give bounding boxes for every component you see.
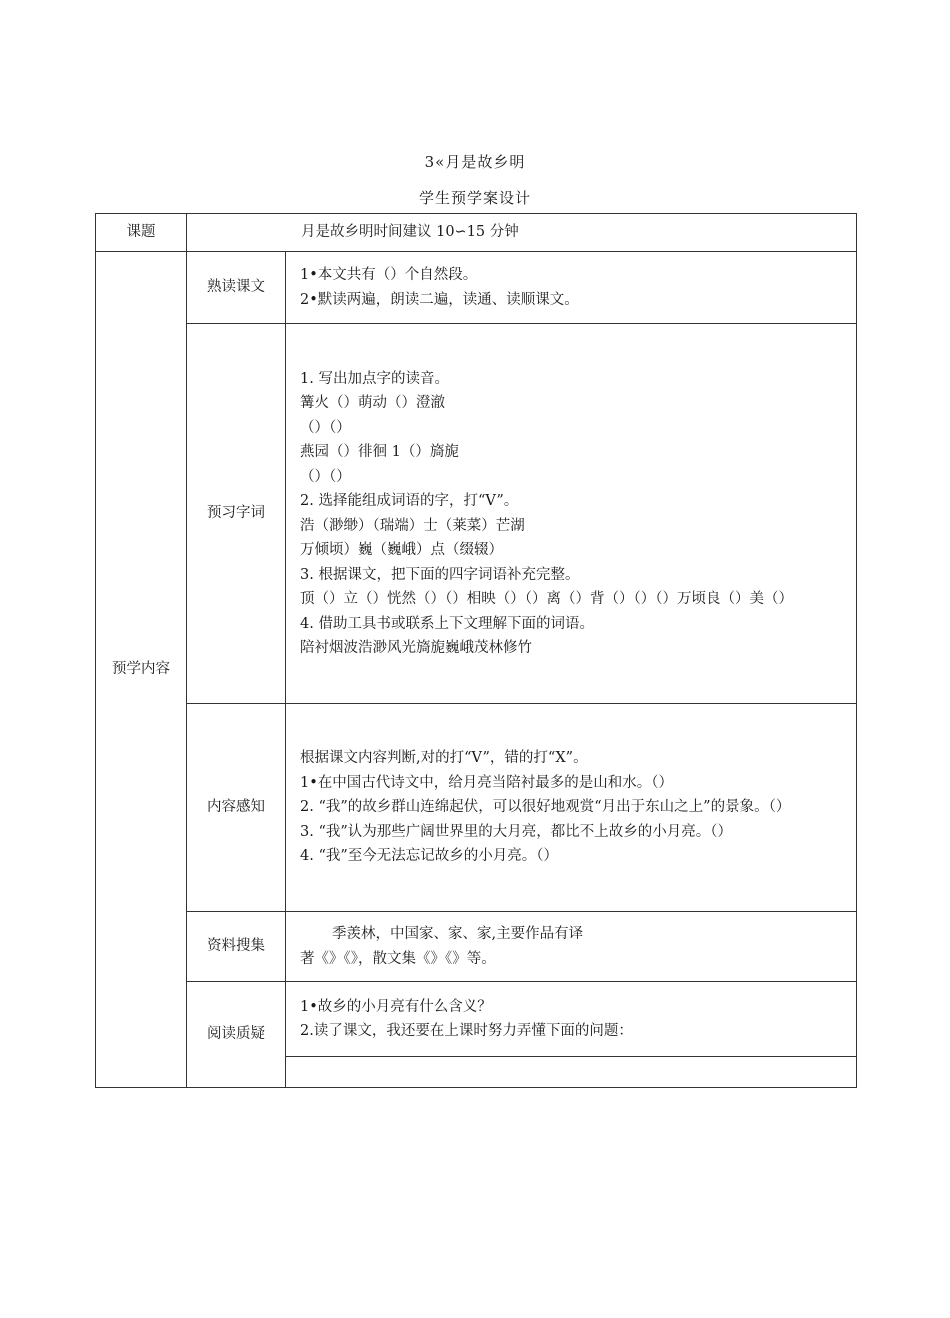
section-label-questions: 阅读质疑 <box>187 982 286 1088</box>
section-label-comprehension: 内容感知 <box>187 704 286 912</box>
content-line: 1•故乡的小月亮有什么含义？ <box>300 998 492 1015</box>
group-label: 预学内容 <box>96 252 187 1088</box>
content-line: 万倾顷）巍（巍峨）点（缀辍） <box>300 542 503 558</box>
content-line: 4. 借助工具书或联系上下文理解下面的词语。 <box>300 615 594 632</box>
page-title: 3«月是故乡明 <box>424 153 526 171</box>
section-row-materials <box>96 912 857 982</box>
content-line: 3. 根据课文，把下面的四字词语补充完整。 <box>300 566 580 583</box>
topic-value: 月是故乡明时间建议 10∽15 分钟 <box>187 214 857 252</box>
content-line: 浩（渺缈）（瑞端）士（莱菜）芒湖 <box>300 517 525 534</box>
header-row <box>96 214 857 252</box>
blank-answer-cell[interactable] <box>286 1057 857 1088</box>
section-content-materials <box>286 912 857 982</box>
section-label-materials: 资料搜集 <box>187 912 286 982</box>
section-content-vocab <box>286 324 857 704</box>
content-line: 篝火（）萌动（）澄澈 <box>300 395 445 411</box>
section-row-questions <box>96 982 857 1057</box>
content-line: 1. 写出加点字的读音。 <box>300 370 449 387</box>
content-line: （）（） <box>300 468 351 485</box>
section-content-reading <box>286 252 857 324</box>
content-line: 2. “我”的故乡群山连绵起伏，可以很好地观赏“月出于东山之上”的景象。（） <box>300 799 791 816</box>
section-content-questions <box>286 982 857 1057</box>
section-row-comprehension <box>96 704 857 912</box>
content-line: 3. “我”认为那些广阔世界里的大月亮，都比不上故乡的小月亮。（） <box>300 823 733 840</box>
content-line: （）（） <box>300 419 351 436</box>
content-line: 顶（）立（）恍然（）（）相映（）（）离（）背（）（）（）万顷良（）美（） <box>300 591 793 607</box>
study-plan-table <box>95 213 857 1088</box>
content-line: 燕园（）徘徊 1（）旖旎 <box>300 444 459 460</box>
content-line: 2•默读两遍，朗读二遍，读通、读顺课文。 <box>300 291 579 308</box>
content-line: 2. 选择能组成词语的字，打“V”。 <box>300 493 519 509</box>
content-line: 著《》《》，散文集《》《》等。 <box>300 950 496 967</box>
content-line: 1•在中国古代诗文中，给月亮当陪衬最多的是山和水。（） <box>300 774 674 791</box>
section-row-reading <box>96 252 857 324</box>
content-line: 1•本文共有（）个自然段。 <box>300 267 478 283</box>
section-label-reading: 熟读课文 <box>187 252 286 324</box>
content-line: 2.读了课文，我还要在上课时努力弄懂下面的问题： <box>300 1023 633 1039</box>
section-content-comprehension <box>286 704 857 912</box>
content-line: 季羡林，中国家、家、家,主要作品有译 <box>332 926 584 942</box>
section-label-vocab: 预习字词 <box>187 324 286 704</box>
topic-label: 课题 <box>96 214 187 252</box>
content-line: 4. “我”至今无法忘记故乡的小月亮。（） <box>300 848 559 865</box>
content-line: 陪衬烟波浩渺风光旖旎巍峨茂林修竹 <box>300 640 532 656</box>
content-line: 根据课文内容判断,对的打“V”，错的打“X”。 <box>300 750 588 767</box>
page-subtitle: 学生预学案设计 <box>418 189 531 207</box>
section-row-vocab <box>96 324 857 704</box>
